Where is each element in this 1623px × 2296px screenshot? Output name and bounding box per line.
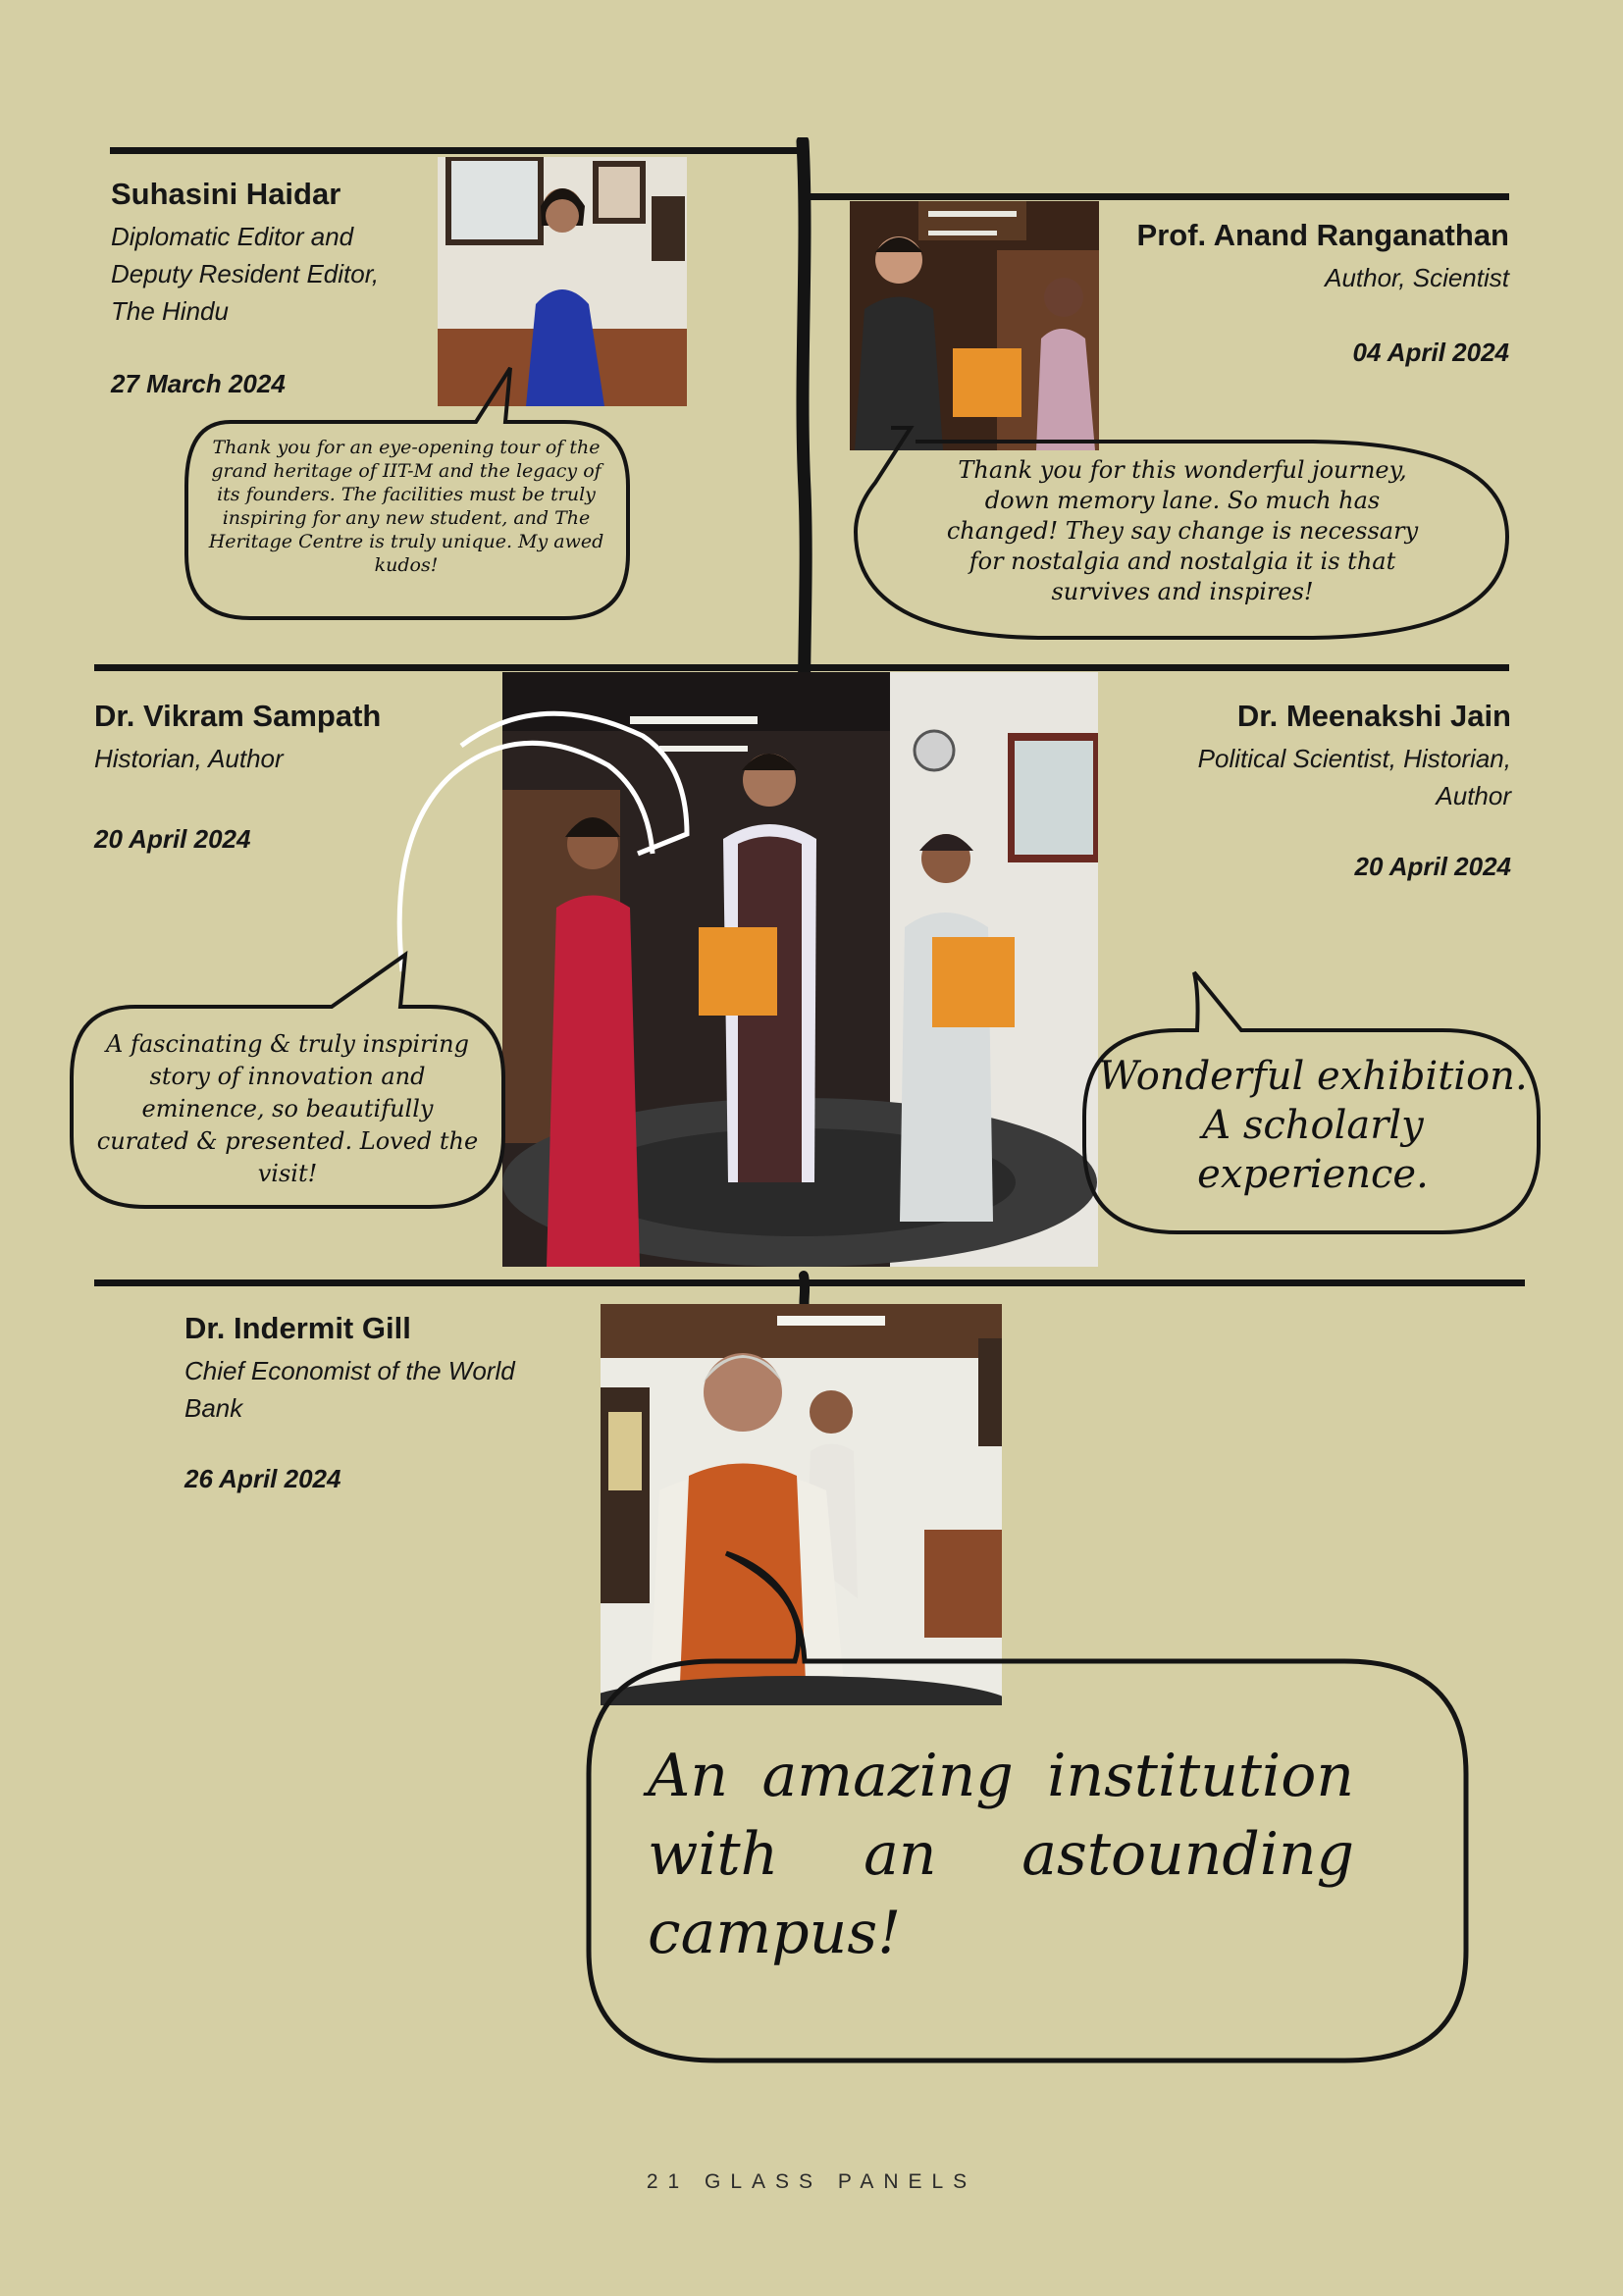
visit-date: 27 March 2024 [111, 369, 286, 398]
visit-date: 26 April 2024 [184, 1464, 341, 1493]
quote-2: Thank you for this wonderful journey, down memory lane. So much has changed! They say change is necessary for nostalgia and nostalgia it is that survives and inspires! [946, 456, 1419, 605]
visitor-name: Dr. Vikram Sampath [94, 699, 382, 733]
visitor-name: Dr. Indermit Gill [184, 1311, 411, 1345]
visit-date: 20 April 2024 [94, 824, 251, 854]
quote-1: Thank you for an eye-opening tour of the grand heritage of IIT-M and the legacy of its founders. The facilities must be truly inspiring for any new student, and The Heritage Centre is truly unique. My awed kudos! [208, 437, 604, 576]
white-scribble-doodle [393, 697, 746, 981]
photo-anand-ranganathan [850, 201, 1099, 450]
divider-top-left [110, 147, 809, 154]
visitor-role: Political Scientist, Historian, Author [1197, 744, 1511, 810]
quote-3: A fascinating & truly inspiring story of innovation and eminence, so beautifully curated & presented. Loved the visit! [96, 1030, 479, 1187]
visitor-name: Dr. Meenakshi Jain [1236, 699, 1511, 733]
visitor-role: Historian, Author [94, 744, 284, 773]
quote-4: Wonderful exhibition. A scholarly experience. [1098, 1054, 1528, 1197]
visitor-name: Suhasini Haidar [111, 177, 341, 211]
visitor-role: Diplomatic Editor and Deputy Resident Editor, The Hindu [111, 222, 380, 326]
visitor-role: Chief Economist of the World Bank [184, 1356, 515, 1423]
visit-date: 20 April 2024 [1354, 852, 1511, 881]
visitor-role: Author, Scientist [1325, 263, 1509, 292]
visit-date: 04 April 2024 [1352, 338, 1509, 367]
page-footer: 21 GLASS PANELS [646, 2170, 977, 2193]
quote-5: An amazing institution with an astounding campus! [648, 1742, 1354, 1967]
divider-top-right [811, 193, 1509, 200]
visitor-name: Prof. Anand Ranganathan [1136, 218, 1509, 252]
